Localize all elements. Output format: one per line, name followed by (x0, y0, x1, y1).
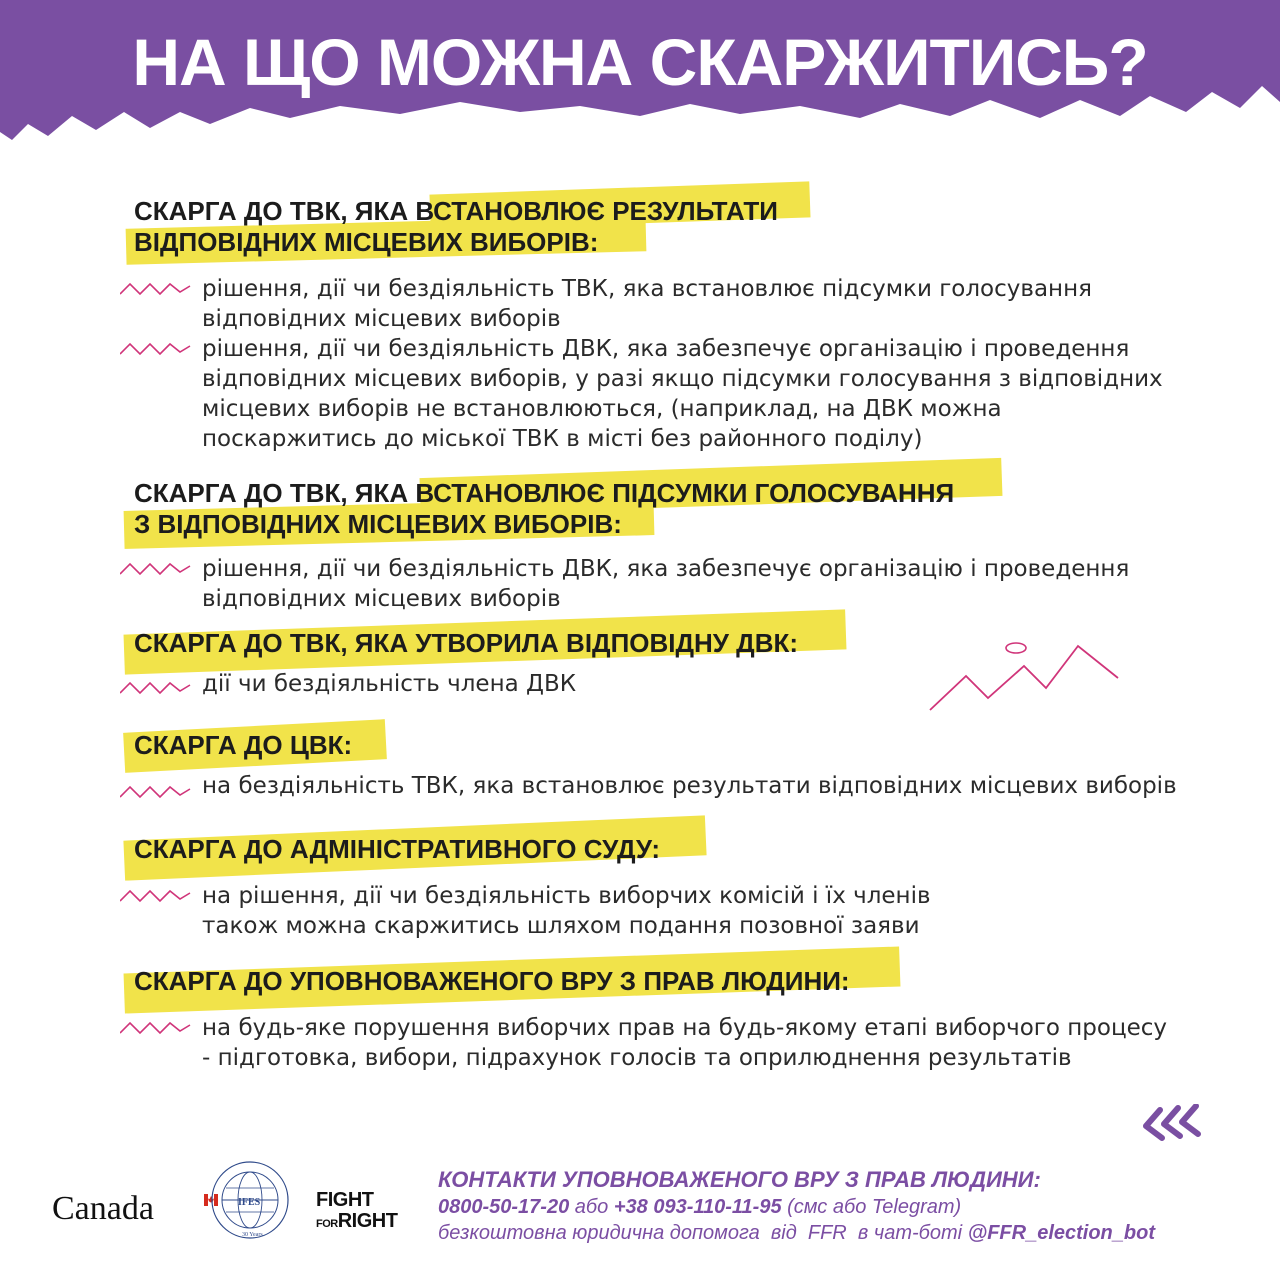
phone-note: (смс або Telegram) (787, 1196, 962, 1218)
zigzag-bullet-icon (120, 675, 192, 697)
zigzag-bullet-icon (120, 556, 192, 578)
item-line: на рішення, дії чи бездіяльність виборчих комісій і їх членів (202, 883, 931, 909)
ifes-logo-icon (208, 1158, 292, 1242)
zigzag-bullet-icon (120, 276, 192, 298)
section-heading (120, 834, 1220, 865)
page-title: НА ЩО МОЖНА СКАРЖИТИСЬ? (132, 25, 1148, 99)
heading-line: СКАРГА ДО ЦВК: (134, 730, 353, 760)
list-item (120, 274, 1220, 334)
section-heading (120, 730, 1220, 761)
item-line: рішення, дії чи бездіяльність ДВК, яка забезпечує організацію і проведення (202, 556, 1130, 582)
ffr-line (316, 1211, 397, 1235)
item-line: місцевих виборів не встановлюються, (наприклад, на ДВК можна (202, 396, 1002, 422)
section-heading (120, 478, 1220, 540)
ifes-years-text: 30 Years (242, 1232, 263, 1238)
or-text: або (574, 1196, 609, 1218)
heading-line: СКАРГА ДО ТВК, ЯКА ВСТАНОВЛЮЄ РЕЗУЛЬТАТИ (134, 196, 778, 226)
item-line: поскаржитись до міської ТВК в місті без районного поділу) (202, 426, 923, 452)
item-line: на будь-яке порушення виборчих прав на будь-якому етапі виборчого процесу (202, 1015, 1168, 1041)
fight-for-right-logo (316, 1190, 397, 1235)
item-line: відповідних місцевих виборів (202, 586, 561, 612)
section-heading (120, 966, 1220, 997)
list-item (120, 771, 1220, 801)
list-item (120, 1013, 1220, 1073)
zigzag-bullet-icon (120, 1015, 192, 1037)
item-line: також можна скаржитись шляхом подання позовної заяви (202, 913, 920, 939)
item-line: рішення, дії чи бездіяльність ДВК, яка забезпечує організацію і проведення (202, 336, 1130, 362)
item-line: дії чи бездіяльність члена ДВК (202, 671, 577, 697)
section-heading (120, 196, 1220, 258)
ffr-right: RIGHT (337, 1210, 398, 1232)
list-item (120, 881, 1220, 941)
item-line: відповідних місцевих виборів (202, 306, 561, 332)
zigzag-bullet-icon (120, 779, 192, 801)
ifes-logo-text: IFES (238, 1197, 261, 1208)
partner-logos (52, 1180, 432, 1250)
contacts-bot (438, 1220, 1238, 1246)
list-item (120, 554, 1220, 614)
item-line: відповідних місцевих виборів, у разі якщо підсумки голосування з відповідних (202, 366, 1163, 392)
heading-line: СКАРГА ДО АДМІНІСТРАТИВНОГО СУДУ: (134, 834, 661, 864)
phone-hotline[interactable]: 0800-50-17-20 (438, 1196, 570, 1218)
section-admin-court (120, 834, 1220, 941)
item-line: - підготовка, вибори, підрахунок голосів та оприлюднення результатів (202, 1045, 1072, 1071)
section-tvk-totals (120, 478, 1220, 614)
heading-line: СКАРГА ДО ТВК, ЯКА ВСТАНОВЛЮЄ ПІДСУМКИ ГОЛОСУВАННЯ (134, 478, 955, 508)
section-cvk (120, 730, 1220, 801)
contacts-phones (438, 1194, 1238, 1220)
telegram-bot-link[interactable]: @FFR_election_bot (967, 1222, 1155, 1244)
list-item (120, 334, 1220, 454)
header-banner (0, 0, 1280, 160)
legal-help-text: безкоштовна юридична допомога від FFR в чат-боті (438, 1222, 963, 1244)
zigzag-bullet-icon (120, 883, 192, 905)
contacts-title: КОНТАКТИ УПОВНОВАЖЕНОГО ВРУ З ПРАВ ЛЮДИНИ: (438, 1167, 1041, 1192)
phone-mobile[interactable]: +38 093-110-11-95 (613, 1196, 782, 1218)
heading-line: З ВІДПОВІДНИХ МІСЦЕВИХ ВИБОРІВ: (134, 509, 622, 539)
section-ombudsman (120, 966, 1220, 1073)
zigzag-bullet-icon (120, 336, 192, 358)
ffr-line: FIGHT (316, 1189, 374, 1211)
heading-line: ВІДПОВІДНИХ МІСЦЕВИХ ВИБОРІВ: (134, 227, 599, 257)
canada-logo: Canada (52, 1190, 154, 1227)
item-line: рішення, дії чи бездіяльність ТВК, яка встановлює підсумки голосування (202, 276, 1092, 302)
heading-line: СКАРГА ДО ТВК, ЯКА УТВОРИЛА ВІДПОВІДНУ ДВК: (134, 628, 799, 658)
item-line: на бездіяльність ТВК, яка встановлює результати відповідних місцевих виборів (202, 773, 1177, 799)
section-tvk-results (120, 196, 1220, 454)
contacts-block (438, 1166, 1238, 1246)
heading-line: СКАРГА ДО УПОВНОВАЖЕНОГО ВРУ З ПРАВ ЛЮДИНИ: (134, 966, 850, 996)
ffr-for: FOR (316, 1218, 338, 1230)
chevrons-left-icon (1140, 1104, 1204, 1144)
section-heading (120, 628, 1220, 659)
